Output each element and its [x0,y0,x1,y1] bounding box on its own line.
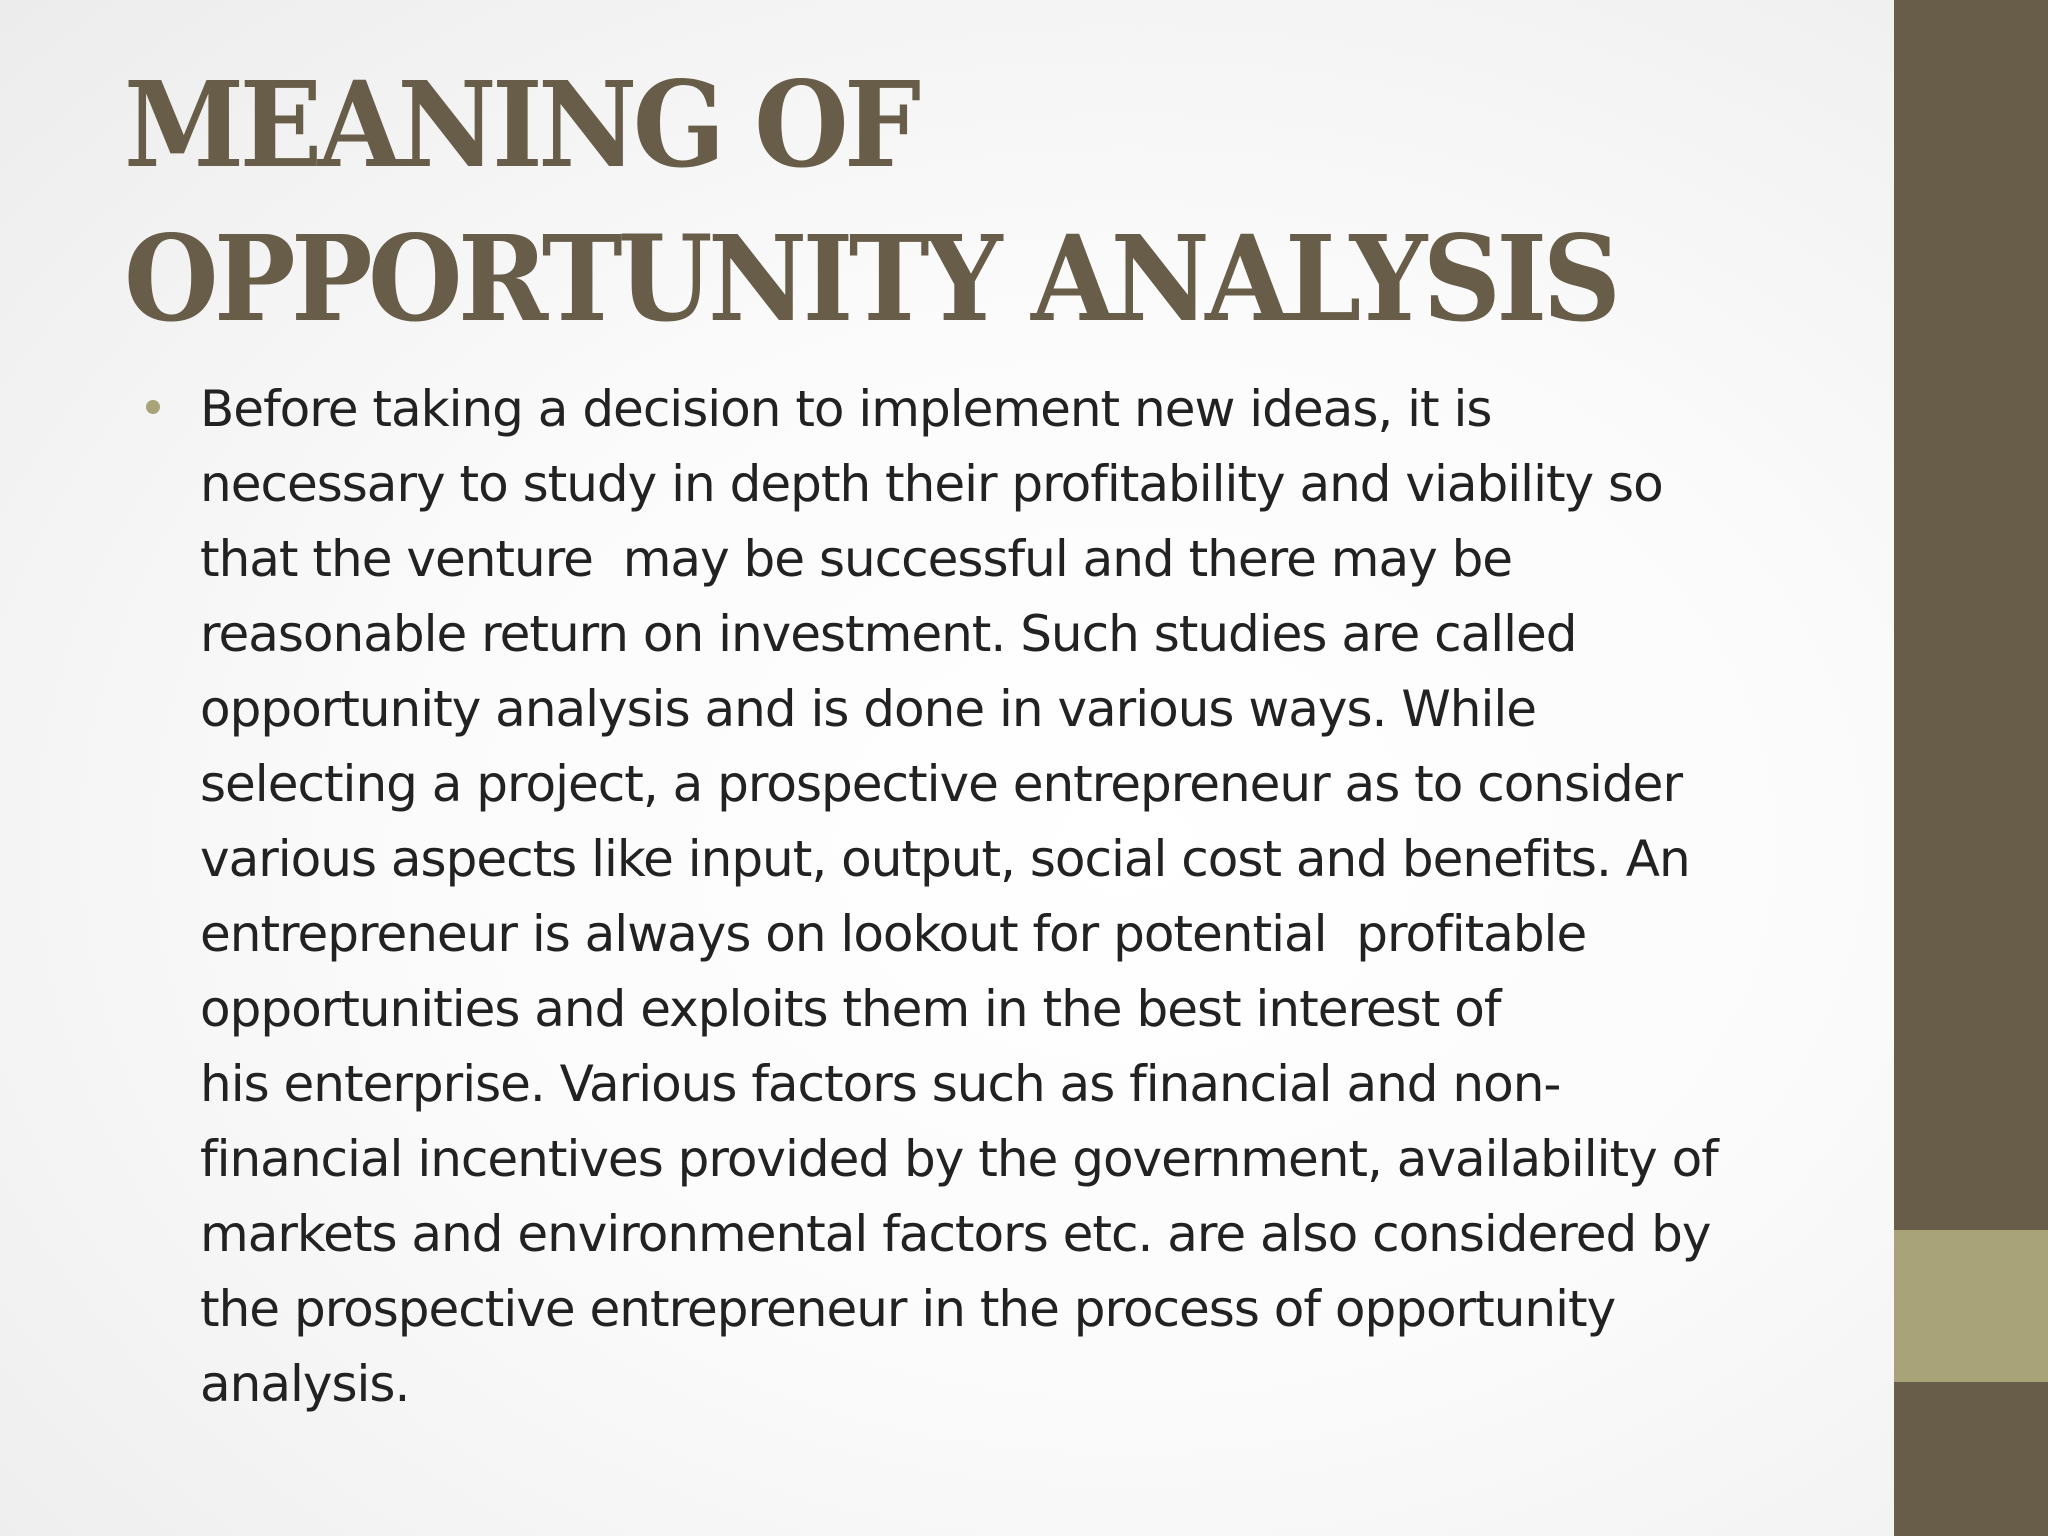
bullet-item [146,372,1806,1422]
bullet-dot-icon [146,400,160,414]
bullet-text: Before taking a decision to implement new ideas, it is necessary to study in depth their profitability and viability so that the venture may be successful and there may be reasonable return on investment. Such studies are called opportunity analysis and is done in various ways. While selecting a project, a prospective entrepreneur as to consider various aspects like input, output, social cost and benefits. An entrepreneur is always on lookout for potential profitable opportunities and exploits them in the best interest of his enterprise. Various factors such as financial and non- financial incentives provided by the government, availability of markets and environmental factors etc. are also considered by the prospective entrepreneur in the process of opportunity analysis. [200,380,1718,1413]
slide-body [146,372,1806,1422]
slide-title: MEANING OF OPPORTUNITY ANALYSIS [124,55,1617,348]
decorative-side-bar-accent [1894,1230,2048,1382]
